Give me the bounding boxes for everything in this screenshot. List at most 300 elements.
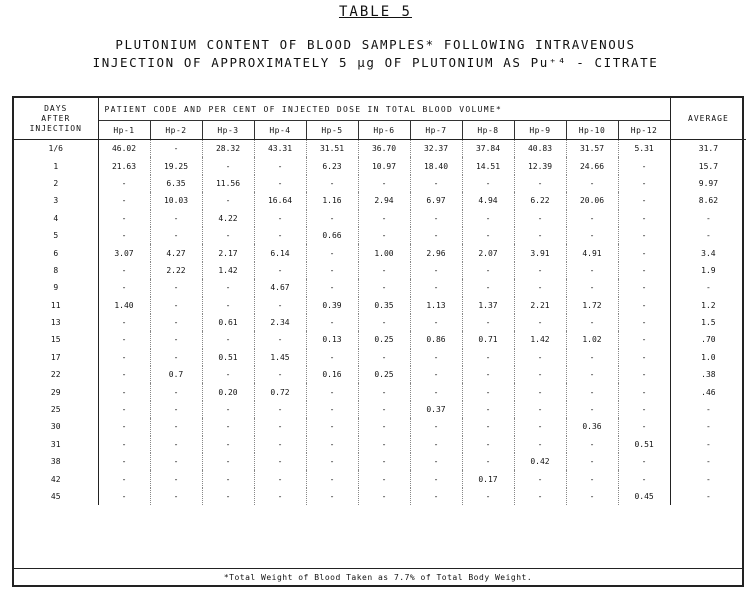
value-cell: - xyxy=(150,279,202,296)
value-cell: - xyxy=(514,262,566,279)
value-cell: 0.37 xyxy=(410,401,462,418)
value-cell: 2.94 xyxy=(358,192,410,209)
value-cell: - xyxy=(98,366,150,383)
average-cell: 1.2 xyxy=(670,297,746,314)
value-cell: 0.13 xyxy=(306,331,358,348)
average-cell: 3.4 xyxy=(670,244,746,261)
value-cell: - xyxy=(618,331,670,348)
table-row xyxy=(14,140,746,158)
day-cell: 22 xyxy=(14,366,98,383)
value-cell: 0.66 xyxy=(306,227,358,244)
average-cell: .38 xyxy=(670,366,746,383)
value-cell: 5.31 xyxy=(618,140,670,158)
value-cell: - xyxy=(462,349,514,366)
value-cell: - xyxy=(618,262,670,279)
value-cell: 1.72 xyxy=(566,297,618,314)
value-cell: - xyxy=(150,297,202,314)
value-cell: - xyxy=(618,297,670,314)
title-line-1: PLUTONIUM CONTENT OF BLOOD SAMPLES* FOLLOWING INTRAVENOUS xyxy=(115,37,636,52)
table-label: TABLE 5 xyxy=(338,4,412,20)
day-cell: 17 xyxy=(14,349,98,366)
value-cell: - xyxy=(202,331,254,348)
value-cell: 31.51 xyxy=(306,140,358,158)
value-cell: 2.96 xyxy=(410,244,462,261)
value-cell: - xyxy=(202,488,254,505)
value-cell: - xyxy=(150,418,202,435)
value-cell: - xyxy=(358,279,410,296)
value-cell: - xyxy=(566,366,618,383)
day-cell: 8 xyxy=(14,262,98,279)
average-cell: - xyxy=(670,453,746,470)
day-cell: 30 xyxy=(14,418,98,435)
value-cell: - xyxy=(566,227,618,244)
value-cell: - xyxy=(566,175,618,192)
value-cell: - xyxy=(514,349,566,366)
footnote: *Total Weight of Blood Taken as 7.7% of Total Body Weight. xyxy=(12,568,744,587)
value-cell: 1.37 xyxy=(462,297,514,314)
value-cell: - xyxy=(306,175,358,192)
value-cell: 1.42 xyxy=(202,262,254,279)
value-cell: - xyxy=(254,262,306,279)
day-cell: 25 xyxy=(14,401,98,418)
value-cell: - xyxy=(254,401,306,418)
day-cell: 2 xyxy=(14,175,98,192)
value-cell: - xyxy=(618,453,670,470)
patient-code-header: Hp-9 xyxy=(514,121,566,140)
average-cell: 9.97 xyxy=(670,175,746,192)
value-cell: - xyxy=(98,262,150,279)
value-cell: 0.61 xyxy=(202,314,254,331)
value-cell: - xyxy=(618,227,670,244)
average-cell: - xyxy=(670,436,746,453)
value-cell: 0.25 xyxy=(358,366,410,383)
value-cell: - xyxy=(306,488,358,505)
value-cell: - xyxy=(566,383,618,400)
day-cell: 38 xyxy=(14,453,98,470)
value-cell: 0.7 xyxy=(150,366,202,383)
value-cell: - xyxy=(98,349,150,366)
average-cell: 8.62 xyxy=(670,192,746,209)
day-cell: 6 xyxy=(14,244,98,261)
average-cell: - xyxy=(670,418,746,435)
value-cell: 21.63 xyxy=(98,157,150,174)
value-cell: 0.86 xyxy=(410,331,462,348)
value-cell: - xyxy=(98,470,150,487)
value-cell: - xyxy=(410,436,462,453)
value-cell: 40.83 xyxy=(514,140,566,158)
day-cell: 4 xyxy=(14,210,98,227)
value-cell: 2.22 xyxy=(150,262,202,279)
value-cell: - xyxy=(98,401,150,418)
value-cell: - xyxy=(150,488,202,505)
value-cell: - xyxy=(254,418,306,435)
value-cell: - xyxy=(462,383,514,400)
average-cell: - xyxy=(670,210,746,227)
value-cell: - xyxy=(462,227,514,244)
table-row xyxy=(14,244,746,261)
value-cell: 6.23 xyxy=(306,157,358,174)
value-cell: - xyxy=(150,470,202,487)
average-cell: .46 xyxy=(670,383,746,400)
value-cell: - xyxy=(150,227,202,244)
patient-code-header: Hp-1 xyxy=(98,121,150,140)
value-cell: - xyxy=(410,227,462,244)
value-cell: 1.16 xyxy=(306,192,358,209)
value-cell: 1.40 xyxy=(98,297,150,314)
value-cell: - xyxy=(306,470,358,487)
value-cell: - xyxy=(514,366,566,383)
day-cell: 45 xyxy=(14,488,98,505)
value-cell: - xyxy=(98,314,150,331)
value-cell: - xyxy=(566,262,618,279)
average-cell: 1.9 xyxy=(670,262,746,279)
value-cell: - xyxy=(306,349,358,366)
table-row xyxy=(14,418,746,435)
patient-code-header: Hp-2 xyxy=(150,121,202,140)
value-cell: 0.16 xyxy=(306,366,358,383)
day-cell: 11 xyxy=(14,297,98,314)
table-row xyxy=(14,279,746,296)
value-cell: - xyxy=(462,453,514,470)
value-cell: 3.07 xyxy=(98,244,150,261)
value-cell: 0.35 xyxy=(358,297,410,314)
value-cell: - xyxy=(202,453,254,470)
value-cell: - xyxy=(514,314,566,331)
value-cell: 0.25 xyxy=(358,331,410,348)
table-row xyxy=(14,227,746,244)
value-cell: 0.36 xyxy=(566,418,618,435)
table-row xyxy=(14,383,746,400)
value-cell: 1.02 xyxy=(566,331,618,348)
value-cell: - xyxy=(254,436,306,453)
value-cell: 46.02 xyxy=(98,140,150,158)
value-cell: - xyxy=(462,175,514,192)
value-cell: - xyxy=(150,401,202,418)
value-cell: - xyxy=(150,314,202,331)
value-cell: 6.35 xyxy=(150,175,202,192)
value-cell: - xyxy=(514,470,566,487)
day-cell: 31 xyxy=(14,436,98,453)
value-cell: - xyxy=(150,349,202,366)
value-cell: - xyxy=(150,453,202,470)
table-row xyxy=(14,349,746,366)
value-cell: - xyxy=(254,297,306,314)
value-cell: - xyxy=(566,349,618,366)
value-cell: - xyxy=(98,436,150,453)
table-row xyxy=(14,297,746,314)
value-cell: - xyxy=(566,488,618,505)
value-cell: 24.66 xyxy=(566,157,618,174)
value-cell: - xyxy=(514,175,566,192)
value-cell: - xyxy=(410,366,462,383)
value-cell: 0.72 xyxy=(254,383,306,400)
value-cell: - xyxy=(358,453,410,470)
value-cell: - xyxy=(254,157,306,174)
value-cell: - xyxy=(566,279,618,296)
value-cell: - xyxy=(306,262,358,279)
value-cell: - xyxy=(410,418,462,435)
value-cell: 36.70 xyxy=(358,140,410,158)
value-cell: - xyxy=(566,401,618,418)
value-cell: - xyxy=(306,383,358,400)
value-cell: - xyxy=(618,157,670,174)
value-cell: 37.84 xyxy=(462,140,514,158)
value-cell: - xyxy=(150,210,202,227)
value-cell: - xyxy=(358,314,410,331)
value-cell: - xyxy=(618,366,670,383)
value-cell: - xyxy=(358,383,410,400)
value-cell: - xyxy=(618,175,670,192)
value-cell: - xyxy=(254,227,306,244)
value-cell: - xyxy=(618,401,670,418)
value-cell: - xyxy=(410,453,462,470)
value-cell: 0.42 xyxy=(514,453,566,470)
value-cell: - xyxy=(410,383,462,400)
value-cell: 12.39 xyxy=(514,157,566,174)
value-cell: 43.31 xyxy=(254,140,306,158)
value-cell: 0.17 xyxy=(462,470,514,487)
value-cell: - xyxy=(306,418,358,435)
value-cell: 6.14 xyxy=(254,244,306,261)
patient-code-header: Hp-12 xyxy=(618,121,670,140)
value-cell: - xyxy=(514,279,566,296)
value-cell: - xyxy=(358,175,410,192)
day-cell: 15 xyxy=(14,331,98,348)
value-cell: - xyxy=(150,331,202,348)
value-cell: 1.42 xyxy=(514,331,566,348)
patient-code-header: Hp-8 xyxy=(462,121,514,140)
value-cell: - xyxy=(618,470,670,487)
table-row xyxy=(14,157,746,174)
average-cell: - xyxy=(670,227,746,244)
value-cell: - xyxy=(98,175,150,192)
table-row xyxy=(14,314,746,331)
value-cell: - xyxy=(202,157,254,174)
value-cell: - xyxy=(462,262,514,279)
value-cell: - xyxy=(254,470,306,487)
value-cell: - xyxy=(98,192,150,209)
value-cell: - xyxy=(358,262,410,279)
value-cell: 2.34 xyxy=(254,314,306,331)
value-cell: 4.94 xyxy=(462,192,514,209)
value-cell: 1.00 xyxy=(358,244,410,261)
value-cell: - xyxy=(618,279,670,296)
value-cell: 0.51 xyxy=(202,349,254,366)
patient-code-header: Hp-3 xyxy=(202,121,254,140)
value-cell: - xyxy=(566,436,618,453)
value-cell: - xyxy=(358,401,410,418)
value-cell: 0.45 xyxy=(618,488,670,505)
value-cell: - xyxy=(98,383,150,400)
value-cell: - xyxy=(98,279,150,296)
value-cell: - xyxy=(566,453,618,470)
value-cell: 4.22 xyxy=(202,210,254,227)
table-row xyxy=(14,175,746,192)
average-cell: 1.5 xyxy=(670,314,746,331)
table-row xyxy=(14,262,746,279)
value-cell: - xyxy=(618,349,670,366)
day-cell: 13 xyxy=(14,314,98,331)
value-cell: - xyxy=(514,383,566,400)
average-cell: - xyxy=(670,279,746,296)
value-cell: - xyxy=(462,436,514,453)
value-cell: 4.27 xyxy=(150,244,202,261)
value-cell: - xyxy=(306,436,358,453)
table-row xyxy=(14,436,746,453)
day-cell: 1 xyxy=(14,157,98,174)
table-title xyxy=(0,36,751,72)
average-cell: - xyxy=(670,470,746,487)
value-cell: 16.64 xyxy=(254,192,306,209)
value-cell: - xyxy=(358,418,410,435)
value-cell: 6.22 xyxy=(514,192,566,209)
value-cell: - xyxy=(150,140,202,158)
value-cell: - xyxy=(618,383,670,400)
value-cell: 0.71 xyxy=(462,331,514,348)
average-cell: .70 xyxy=(670,331,746,348)
value-cell: - xyxy=(98,488,150,505)
value-cell: - xyxy=(358,349,410,366)
value-cell: - xyxy=(306,314,358,331)
value-cell: - xyxy=(202,297,254,314)
value-cell: - xyxy=(462,401,514,418)
value-cell: 32.37 xyxy=(410,140,462,158)
value-cell: - xyxy=(98,210,150,227)
value-cell: - xyxy=(306,453,358,470)
table-row xyxy=(14,192,746,209)
average-cell: - xyxy=(670,488,746,505)
patient-code-header: Hp-10 xyxy=(566,121,618,140)
average-cell: 15.7 xyxy=(670,157,746,174)
value-cell: - xyxy=(254,331,306,348)
day-cell: 3 xyxy=(14,192,98,209)
value-cell: - xyxy=(410,314,462,331)
day-cell: 5 xyxy=(14,227,98,244)
value-cell: - xyxy=(358,227,410,244)
average-header: AVERAGE xyxy=(670,98,746,140)
value-cell: - xyxy=(462,279,514,296)
value-cell: - xyxy=(514,436,566,453)
patient-header: PATIENT CODE AND PER CENT OF INJECTED DOSE IN TOTAL BLOOD VOLUME* xyxy=(104,104,503,114)
patient-code-header: Hp-6 xyxy=(358,121,410,140)
value-cell: 1.13 xyxy=(410,297,462,314)
value-cell: - xyxy=(202,366,254,383)
table-row xyxy=(14,470,746,487)
value-cell: 3.91 xyxy=(514,244,566,261)
value-cell: - xyxy=(566,314,618,331)
value-cell: - xyxy=(202,470,254,487)
value-cell: 19.25 xyxy=(150,157,202,174)
table-row xyxy=(14,331,746,348)
value-cell: - xyxy=(514,210,566,227)
value-cell: - xyxy=(98,418,150,435)
days-header: DAYS AFTER INJECTION xyxy=(14,98,98,140)
value-cell: - xyxy=(410,349,462,366)
value-cell: 0.51 xyxy=(618,436,670,453)
value-cell: - xyxy=(410,279,462,296)
value-cell: - xyxy=(306,401,358,418)
value-cell: 31.57 xyxy=(566,140,618,158)
day-cell: 1/6 xyxy=(14,140,98,158)
value-cell: 10.03 xyxy=(150,192,202,209)
value-cell: - xyxy=(410,262,462,279)
value-cell: - xyxy=(462,314,514,331)
value-cell: 11.56 xyxy=(202,175,254,192)
average-cell: 31.7 xyxy=(670,140,746,158)
table-row xyxy=(14,488,746,505)
data-table xyxy=(14,98,746,505)
value-cell: - xyxy=(618,244,670,261)
value-cell: 2.07 xyxy=(462,244,514,261)
value-cell: 20.06 xyxy=(566,192,618,209)
value-cell: - xyxy=(254,488,306,505)
value-cell: - xyxy=(98,331,150,348)
value-cell: - xyxy=(618,418,670,435)
value-cell: - xyxy=(358,210,410,227)
value-cell: - xyxy=(410,488,462,505)
value-cell: - xyxy=(202,227,254,244)
table-row xyxy=(14,401,746,418)
value-cell: 28.32 xyxy=(202,140,254,158)
value-cell: - xyxy=(254,175,306,192)
value-cell: - xyxy=(514,418,566,435)
value-cell: - xyxy=(306,244,358,261)
patient-code-header: Hp-7 xyxy=(410,121,462,140)
value-cell: - xyxy=(254,210,306,227)
patient-code-header: Hp-4 xyxy=(254,121,306,140)
value-cell: 14.51 xyxy=(462,157,514,174)
value-cell: - xyxy=(202,418,254,435)
value-cell: 18.40 xyxy=(410,157,462,174)
value-cell: - xyxy=(462,210,514,227)
value-cell: - xyxy=(410,470,462,487)
value-cell: - xyxy=(566,470,618,487)
value-cell: - xyxy=(98,227,150,244)
value-cell: - xyxy=(254,366,306,383)
patient-code-header: Hp-5 xyxy=(306,121,358,140)
average-cell: - xyxy=(670,401,746,418)
value-cell: - xyxy=(202,279,254,296)
table-row xyxy=(14,366,746,383)
value-cell: 1.45 xyxy=(254,349,306,366)
value-cell: - xyxy=(618,314,670,331)
value-cell: - xyxy=(462,488,514,505)
value-cell: 2.17 xyxy=(202,244,254,261)
value-cell: - xyxy=(462,366,514,383)
value-cell: - xyxy=(618,192,670,209)
table-row xyxy=(14,453,746,470)
value-cell: - xyxy=(618,210,670,227)
value-cell: 2.21 xyxy=(514,297,566,314)
value-cell: - xyxy=(254,453,306,470)
value-cell: - xyxy=(514,227,566,244)
value-cell: - xyxy=(306,210,358,227)
value-cell: - xyxy=(358,436,410,453)
value-cell: - xyxy=(98,453,150,470)
value-cell: - xyxy=(566,210,618,227)
table-row xyxy=(14,210,746,227)
value-cell: - xyxy=(462,418,514,435)
value-cell: - xyxy=(410,175,462,192)
value-cell: - xyxy=(202,436,254,453)
day-cell: 9 xyxy=(14,279,98,296)
value-cell: - xyxy=(202,192,254,209)
value-cell: 6.97 xyxy=(410,192,462,209)
value-cell: 10.97 xyxy=(358,157,410,174)
value-cell: 0.39 xyxy=(306,297,358,314)
value-cell: - xyxy=(358,470,410,487)
value-cell: - xyxy=(514,401,566,418)
